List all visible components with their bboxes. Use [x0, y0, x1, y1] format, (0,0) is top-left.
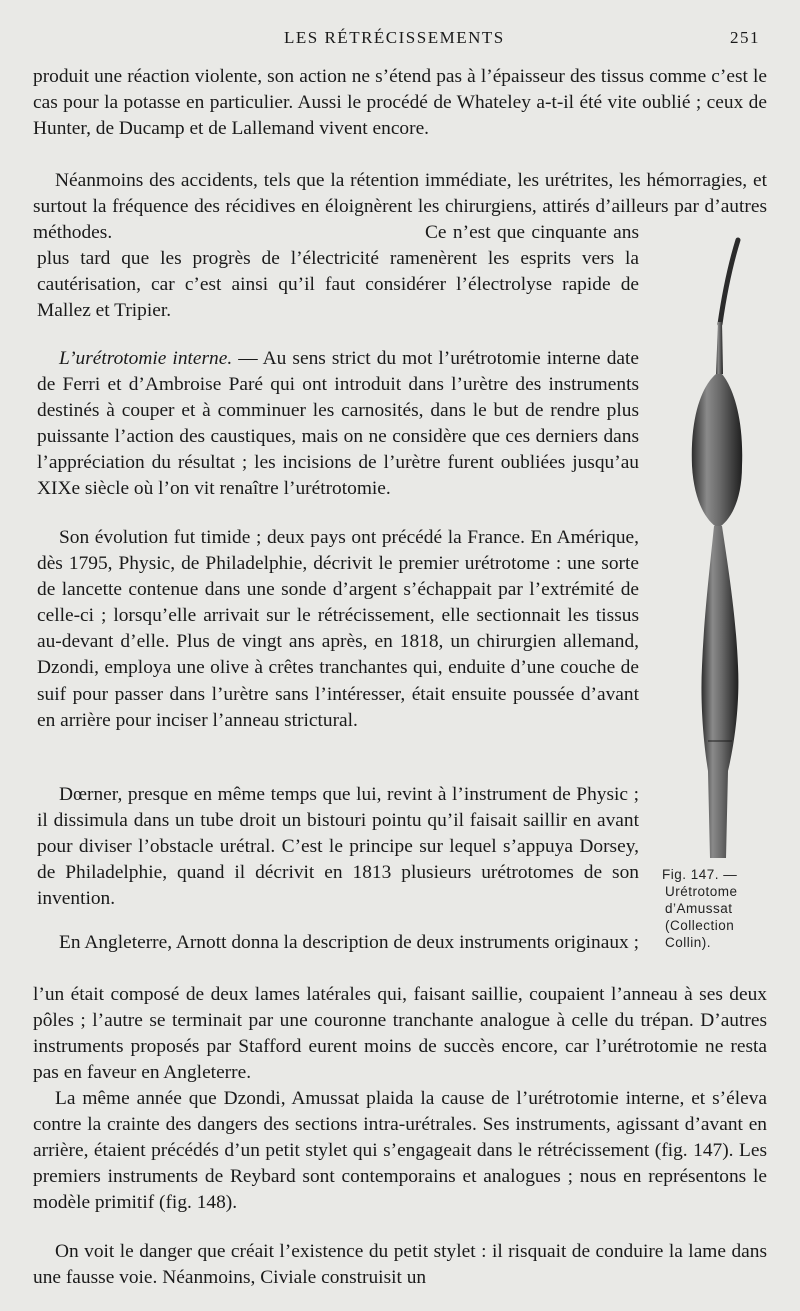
paragraph-doerner: Dœrner, presque en même temps que lui, revint à l’instrument de Physic ; il dissimula dans un tube droit un bistouri pointu qu’il faisait saillir en avant pour diviser l’obstacle urétral. C’est le principe sur lequel s’appuya Dorsey, de Philadelphie, quand il décrivit en 1813 plusieurs urétrotomes de son invention. [37, 784, 639, 910]
olive [692, 374, 742, 528]
paragraph-2-continuation: Ce n’est que cinquante ans plus tard que les progrès de l’électricité ramenèrent les esprits vers la cautérisation, car c’est ainsi qu’il faut considérer l’électrolyse rapide de Mallez et Tripier. [37, 222, 639, 322]
stylet-tip [720, 240, 738, 324]
paragraph-evolution: Son évolution fut timide ; deux pays ont précédé la France. En Amérique, dès 1795, Physic, de Philadelphie, décrivit le premier urétrotome : une sorte de lancette contenue dans une sonde d’argent s’échappait par l’extrémité de celle-ci ; lorsqu’elle arrivait sur le rétrécissement, elle sectionnait les tissus au-devant d’elle. Plus de vingt ans après, en 1818, un chirurgien allemand, Dzondi, employa une olive à crêtes tranchantes qui, enduite d’une couche de suif pour passer dans l’urètre sans l’intéresser, était ensuite poussée d’avant en arrière pour inciser l’anneau strictural. [37, 527, 639, 731]
neck [716, 322, 723, 374]
caption-line: d’Amussat [665, 901, 733, 916]
caption-line: (Collection [665, 918, 735, 933]
caption-line: Collin). [665, 935, 712, 950]
paragraph-england-continuation: l’un était composé de deux lames latérales qui, faisant saillie, coupaient l’anneau à ses deux pôles ; l’autre se terminait par une couronne tranchante analogue à celle du trépan. D’autres instruments proposés par Stafford eurent moins de succès encore, car l’urétrotomie ne resta pas en faveur en Angleterre. [33, 984, 767, 1084]
urethrotome-illustration [680, 236, 760, 861]
caption-line: Fig. 147. — [662, 867, 738, 882]
shaft [701, 526, 738, 858]
paragraph-urethrotomy-body: — Au sens strict du mot l’urétrotomie interne date de Ferri et d’Ambroise Paré qui ont introduit dans l’urètre des instruments destinés à couper et à comminuer les carnosités, dans le but de rendre plus puissante l’action des caustiques, mais on ne considère que ces derniers dans l’appréciation du résultat ; les incisions de l’urètre furent oubliées jusqu’au XIXe siècle où l’on vit renaître l’urétrotomie. [37, 348, 639, 500]
paragraph-england-opening: En Angleterre, Arnott donna la description de deux instruments originaux ; [59, 932, 639, 953]
page-number: 251 [730, 28, 760, 47]
paragraph-urethrotomy [37, 346, 639, 503]
paragraph-amussat: La même année que Dzondi, Amussat plaida la cause de l’urétrotomie interne, et s’éleva contre la crainte des dangers des sections intra-urétrales. Ses instruments, agissant d’avant en arrière, étaient précédés d’un petit stylet qui s’engageait dans le rétrécissement (fig. 147). Les premiers instruments de Reybard sont contemporains et analogues ; nous en représentons le modèle primitif (fig. 148). [33, 1088, 767, 1214]
running-header [0, 28, 800, 50]
paragraph-stylet: On voit le danger que créait l’existence du petit stylet : il risquait de conduire la lame dans une fausse voie. Néanmoins, Civiale construisit un [33, 1241, 767, 1289]
running-title: LES RÉTRÉCISSEMENTS [284, 28, 505, 47]
paragraph-2-opening: Néanmoins des accidents, tels que la rétention immédiate, les urétrites, les hémorragies, et surtout la fréquence des récidives en éloignèrent les chirurgiens, attirés d’ailleurs par d’autres méthodes. [33, 170, 767, 244]
caption-line: Urétrotome [665, 884, 738, 899]
figure-caption [662, 866, 774, 951]
paragraph-1: produit une réaction violente, son action ne s’étend pas à l’épaisseur des tissus comme c’est le cas pour la potasse en particulier. Aussi le procédé de Whateley a-t-il été vite oublié ; ceux de Hunter, de Ducamp et de Lallemand vivent encore. [33, 66, 767, 140]
section-heading-urethrotomy: L’urétrotomie interne. [59, 348, 233, 369]
